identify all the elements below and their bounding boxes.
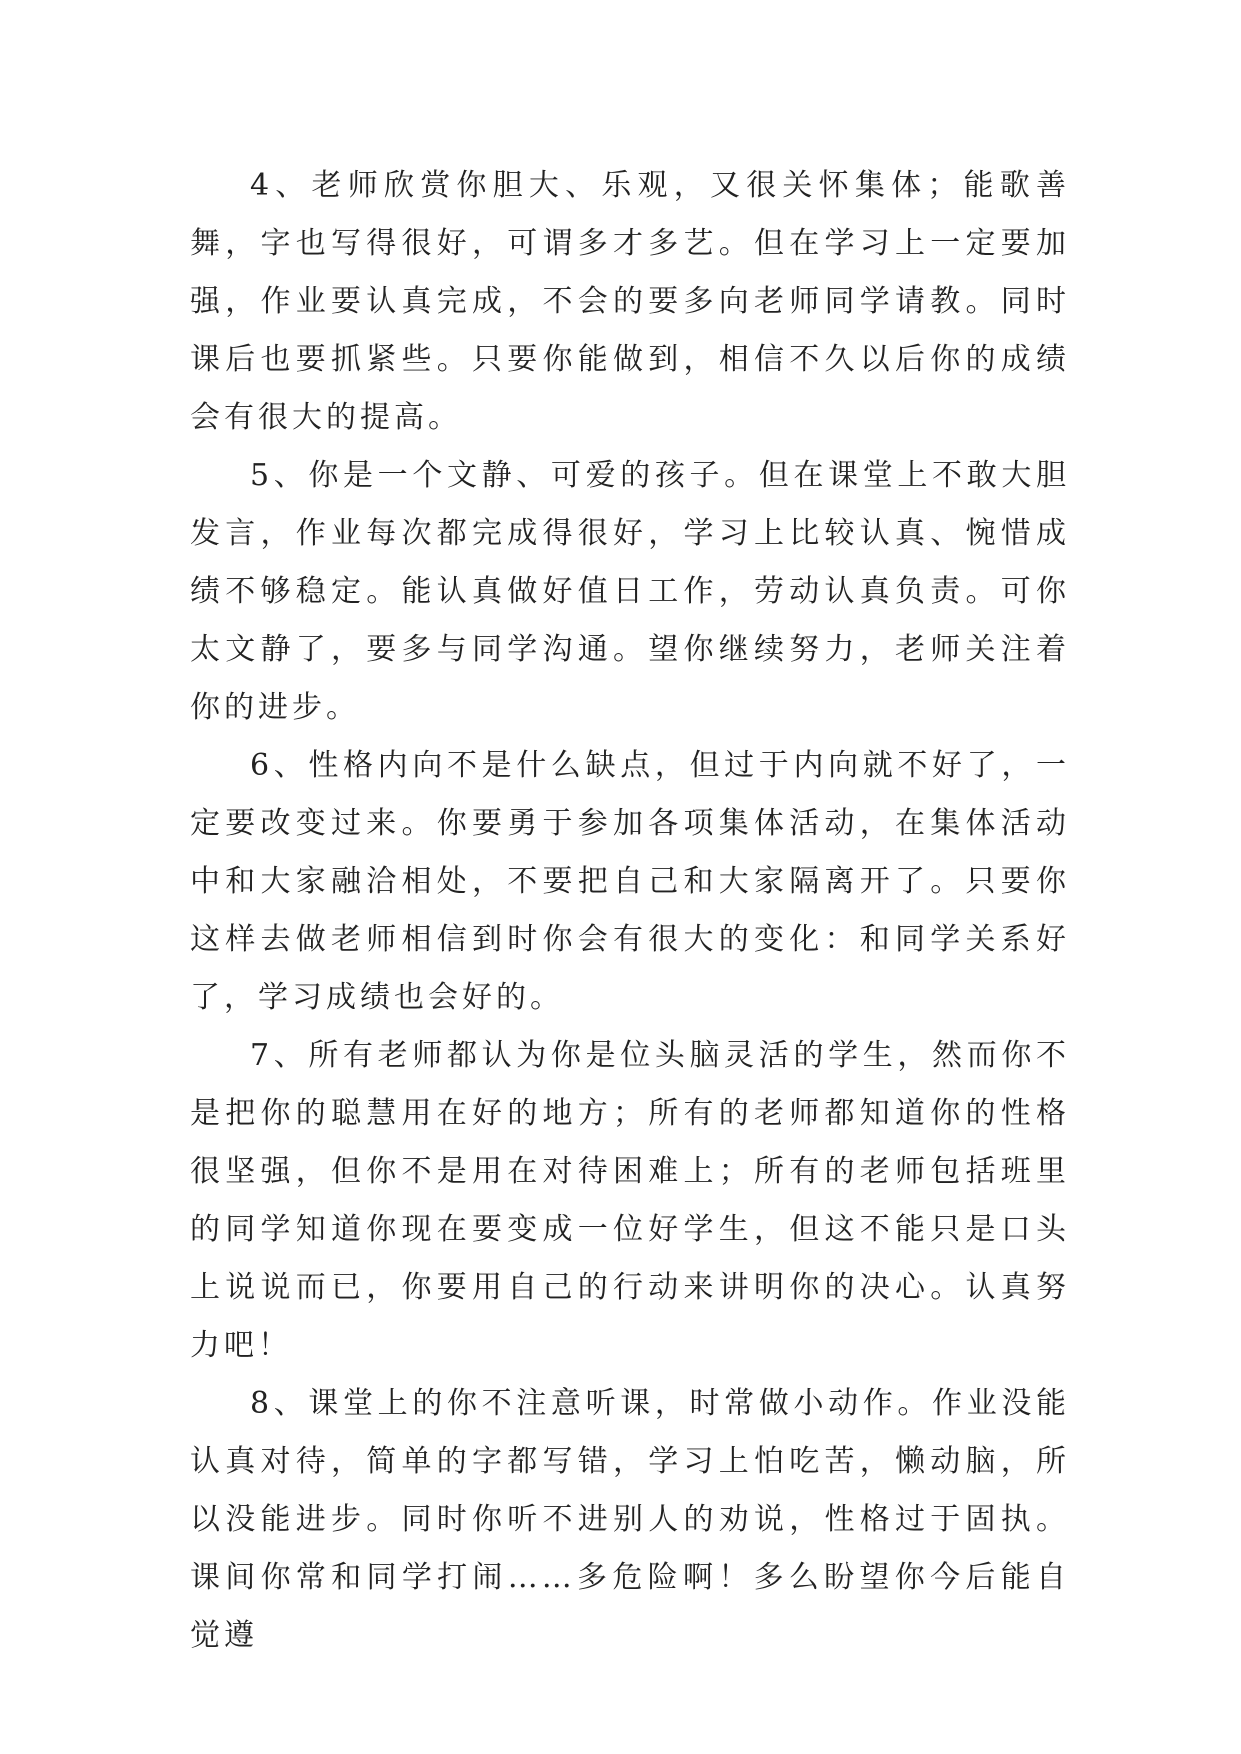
document-body: [190, 157, 1070, 1665]
paragraph-6: 6、性格内向不是什么缺点，但过于内向就不好了，一定要改变过来。你要勇于参加各项集体活动，在集体活动中和大家融洽相处，不要把自己和大家隔离开了。只要你这样去做老师相信到时你会有很大的变化：和同学关系好了，学习成绩也会好的。: [190, 748, 1070, 1015]
paragraph-8: 8、课堂上的你不注意听课，时常做小动作。作业没能认真对待，简单的字都写错，学习上怕吃苦，懒动脑，所以没能进步。同时你听不进别人的劝说，性格过于固执。课间你常和同学打闹……多危险啊！多么盼望你今后能自觉遵: [190, 1386, 1070, 1653]
paragraph-4: 4、老师欣赏你胆大、乐观，又很关怀集体；能歌善舞，字也写得很好，可谓多才多艺。但在学习上一定要加强，作业要认真完成，不会的要多向老师同学请教。同时课后也要抓紧些。只要你能做到，相信不久以后你的成绩会有很大的提高。: [190, 168, 1070, 435]
paragraph-5: 5、你是一个文静、可爱的孩子。但在课堂上不敢大胆发言，作业每次都完成得很好，学习上比较认真、惋惜成绩不够稳定。能认真做好值日工作，劳动认真负责。可你太文静了，要多与同学沟通。望你继续努力，老师关注着你的进步。: [190, 458, 1070, 725]
paragraph-7: 7、所有老师都认为你是位头脑灵活的学生，然而你不是把你的聪慧用在好的地方；所有的老师都知道你的性格很坚强，但你不是用在对待困难上；所有的老师包括班里的同学知道你现在要变成一位好学生，但这不能只是口头上说说而已，你要用自己的行动来讲明你的决心。认真努力吧！: [190, 1038, 1070, 1363]
